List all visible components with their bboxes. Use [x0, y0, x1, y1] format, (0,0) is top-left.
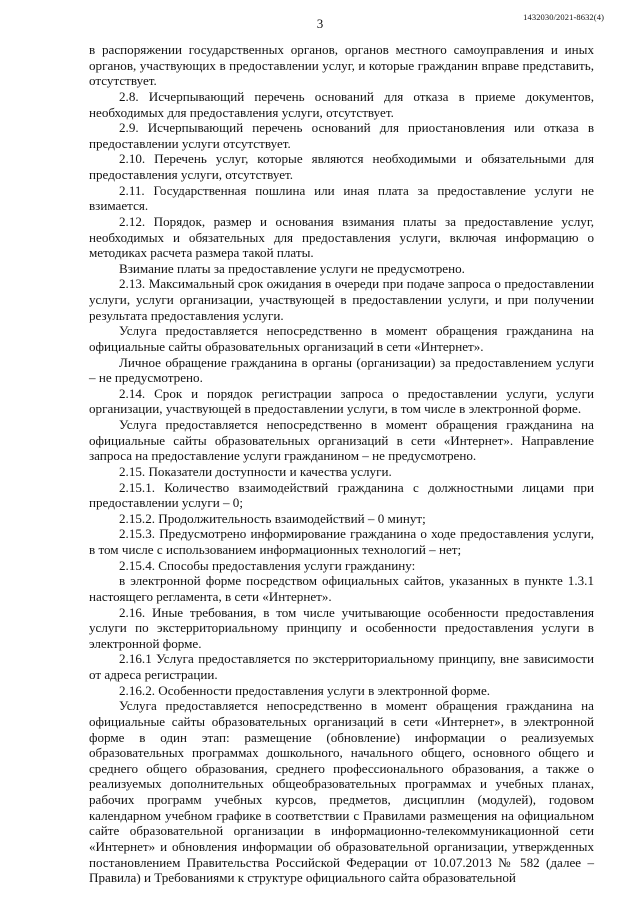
document-number: 1432030/2021-8632(4) — [523, 12, 604, 22]
paragraph: Личное обращение гражданина в органы (организации) за предоставлением услуги – не предусмотрено. — [89, 354, 594, 386]
paragraph: 2.14. Срок и порядок регистрации запроса о предоставлении услуги, услуги организации, участвующей в предоставлении услуги, в том числе в электронной форме. — [89, 385, 594, 417]
paragraph: Услуга предоставляется непосредственно в момент обращения гражданина на официальные сайты образовательных организаций в сети «Интернет», в электронной форме в один этап: размещение (обновление) информации о реализуемых образовательных программах дошкольного, начального общего, основного общего и среднего общего образования, среднего профессионального образования, а также о реализуемых дополнительных общеобразовательных программах и учебных планах, рабочих программ учебных курсов, предметов, дисциплин (модулей), годовом календарном учебном графике в соответствии с Правилами размещения на официальном сайте образовательной организации в информационно-телекоммуникационной сети «Интернет» и обновления информации об образовательной организации, утвержденных постановлением Правительства Российской Федерации от 10.07.2013 № 582 (далее – Правила) и Требованиями к структуре официального сайта образовательной — [89, 698, 594, 886]
paragraph: 2.9. Исчерпывающий перечень оснований для приостановления или отказа в предоставлении услуги отсутствует. — [89, 120, 594, 151]
paragraph: Услуга предоставляется непосредственно в момент обращения гражданина на официальные сайты образовательных организаций в сети «Интернет». — [89, 323, 594, 354]
paragraph: в электронной форме посредством официальных сайтов, указанных в пункте 1.3.1 настоящего регламента, в сети «Интернет». — [89, 573, 594, 604]
paragraph: в распоряжении государственных органов, органов местного самоуправления и иных органов, участвующих в предоставлении услуг, и которые гражданин вправе представить, отсутствует. — [89, 42, 594, 89]
paragraph: 2.15.2. Продолжительность взаимодействий – 0 минут; — [119, 510, 426, 526]
paragraph: Взимание платы за предоставление услуги не предусмотрено. — [119, 260, 465, 276]
paragraph: Услуга предоставляется непосредственно в момент обращения гражданина на официальные сайты образовательных организаций в сети «Интернет». Направление запроса на предоставление услуги гражданином – не предусмотрено. — [89, 417, 594, 464]
paragraph: 2.16. Иные требования, в том числе учитывающие особенности предоставления услуги по экстерриториальному принципу и особенности предоставления услуги в электронной форме. — [89, 604, 594, 651]
document-body — [89, 42, 594, 886]
paragraph: 2.15.1. Количество взаимодействий гражданина с должностными лицами при предоставлении услуги – 0; — [89, 479, 594, 511]
paragraph: 2.10. Перечень услуг, которые являются необходимыми и обязательными для предоставления услуги, отсутствует. — [89, 151, 594, 182]
paragraph: 2.16.2. Особенности предоставления услуги в электронной форме. — [119, 682, 491, 698]
paragraph: 2.15.4. Способы предоставления услуги гражданину: — [119, 557, 416, 573]
paragraph: 2.16.1 Услуга предоставляется по экстерриториальному принципу, вне зависимости от адреса регистрации. — [89, 651, 594, 682]
paragraph: 2.15. Показатели доступности и качества услуги. — [119, 463, 392, 479]
page-number: 3 — [316, 16, 324, 31]
paragraph: 2.11. Государственная пошлина или иная плата за предоставление услуги не взимается. — [89, 182, 594, 214]
paragraph: 2.15.3. Предусмотрено информирование гражданина о ходе предоставления услуги, в том числе с использованием информационных технологий – нет; — [89, 526, 594, 557]
paragraph: 2.8. Исчерпывающий перечень оснований для отказа в приеме документов, необходимых для предоставления услуги, отсутствует. — [89, 88, 594, 120]
paragraph: 2.13. Максимальный срок ожидания в очереди при подаче запроса о предоставлении услуги, услуги организации, участвующей в предоставлении услуги, и при получении результата предоставления услуги. — [89, 276, 594, 323]
paragraph: 2.12. Порядок, размер и основания взимания платы за предоставление услуг, необходимых и обязательных для предоставления услуги, включая информацию о методиках расчета размера такой платы. — [89, 213, 594, 261]
